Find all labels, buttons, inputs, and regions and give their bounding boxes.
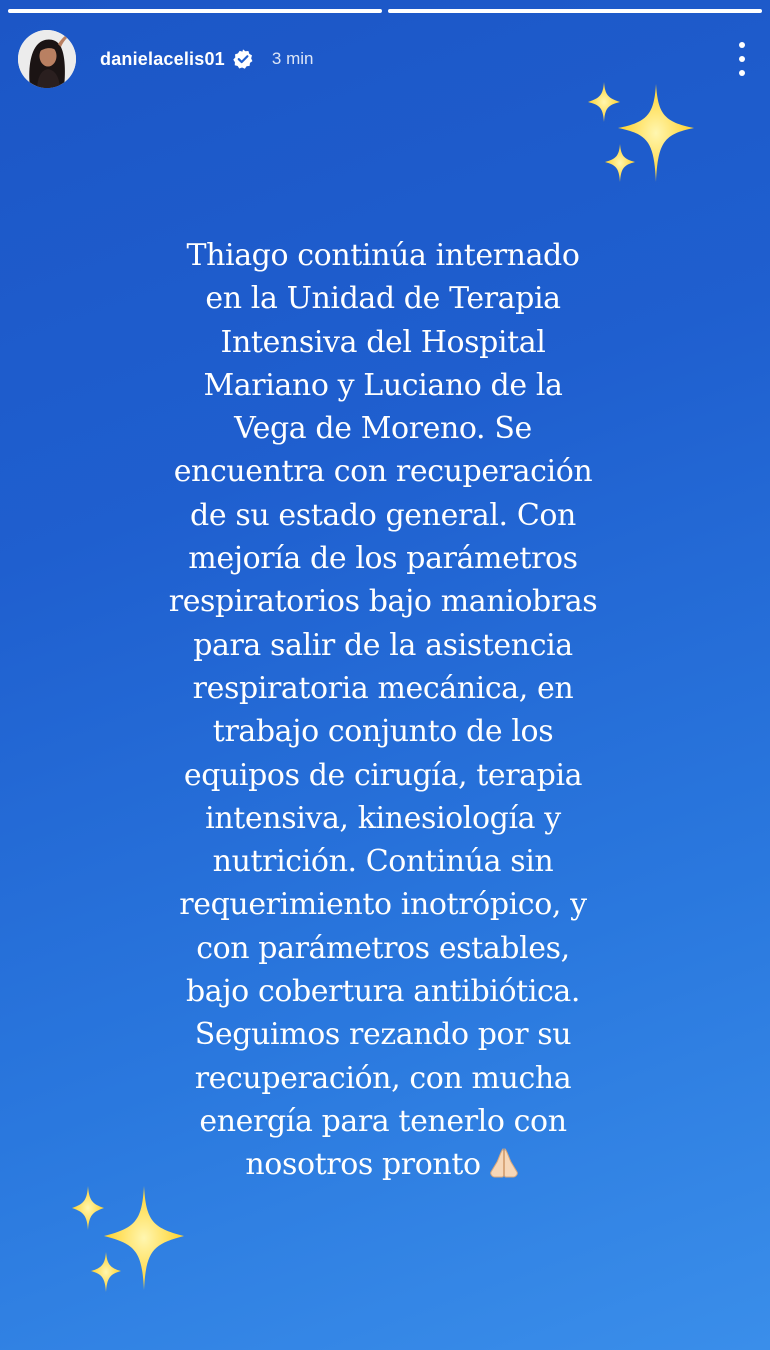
- username[interactable]: danielacelis01: [100, 48, 225, 69]
- sparkles-icon-bottom: [66, 1180, 190, 1304]
- story-line: respiratoria mecánica, en: [192, 670, 574, 706]
- progress-segment-1-fill: [8, 9, 382, 13]
- story-line: con parámetros estables,: [196, 930, 570, 966]
- story-line: nosotros pronto: [100, 1143, 666, 1186]
- story-line: Thiago continúa internado: [186, 238, 580, 273]
- story-line: equipos de cirugía, terapia: [183, 757, 583, 793]
- story-line: Vega de Moreno. Se: [234, 411, 532, 447]
- folded-hands-emoji-icon: [487, 1146, 521, 1180]
- story-line: mejoría de los parámetros: [188, 541, 578, 577]
- avatar-photo: [18, 30, 76, 88]
- more-options-button[interactable]: [732, 42, 752, 76]
- story-line: en la Unidad de Terapia: [205, 281, 561, 317]
- story-line: respiratorios bajo maniobras: [168, 584, 598, 620]
- story-line: Seguimos rezando por su: [194, 1017, 572, 1053]
- story-line: de su estado general. Con: [190, 497, 576, 533]
- story-line: energía para tenerlo con: [199, 1103, 567, 1139]
- story-line: para salir de la asistencia: [193, 627, 573, 663]
- story-line: encuentra con recuperación: [173, 454, 593, 490]
- progress-segment-1: [8, 9, 382, 13]
- more-vertical-icon-dot: [739, 56, 745, 62]
- story-text: [100, 234, 666, 1187]
- story-line: nutrición. Continúa sin: [212, 844, 554, 880]
- avatar[interactable]: [18, 30, 76, 88]
- post-time: 3 min: [271, 49, 314, 68]
- sparkles-icon-top: [584, 78, 704, 196]
- story-line: Intensiva del Hospital: [220, 324, 546, 360]
- story-line: bajo cobertura antibiótica.: [185, 974, 581, 1010]
- story-progress-bar: [8, 9, 762, 13]
- story-line: trabajo conjunto de los: [212, 714, 554, 750]
- story-line: requerimiento inotrópico, y: [179, 887, 587, 923]
- story-line: recuperación, con mucha: [194, 1060, 572, 1096]
- more-vertical-icon-dot: [739, 42, 745, 48]
- story-line: intensiva, kinesiología y: [205, 800, 561, 836]
- more-vertical-icon-dot: [739, 70, 745, 76]
- story-line: Mariano y Luciano de la: [203, 367, 563, 403]
- progress-segment-2: [388, 9, 762, 13]
- progress-segment-2-fill: [388, 9, 762, 13]
- verified-badge-icon: [232, 48, 254, 70]
